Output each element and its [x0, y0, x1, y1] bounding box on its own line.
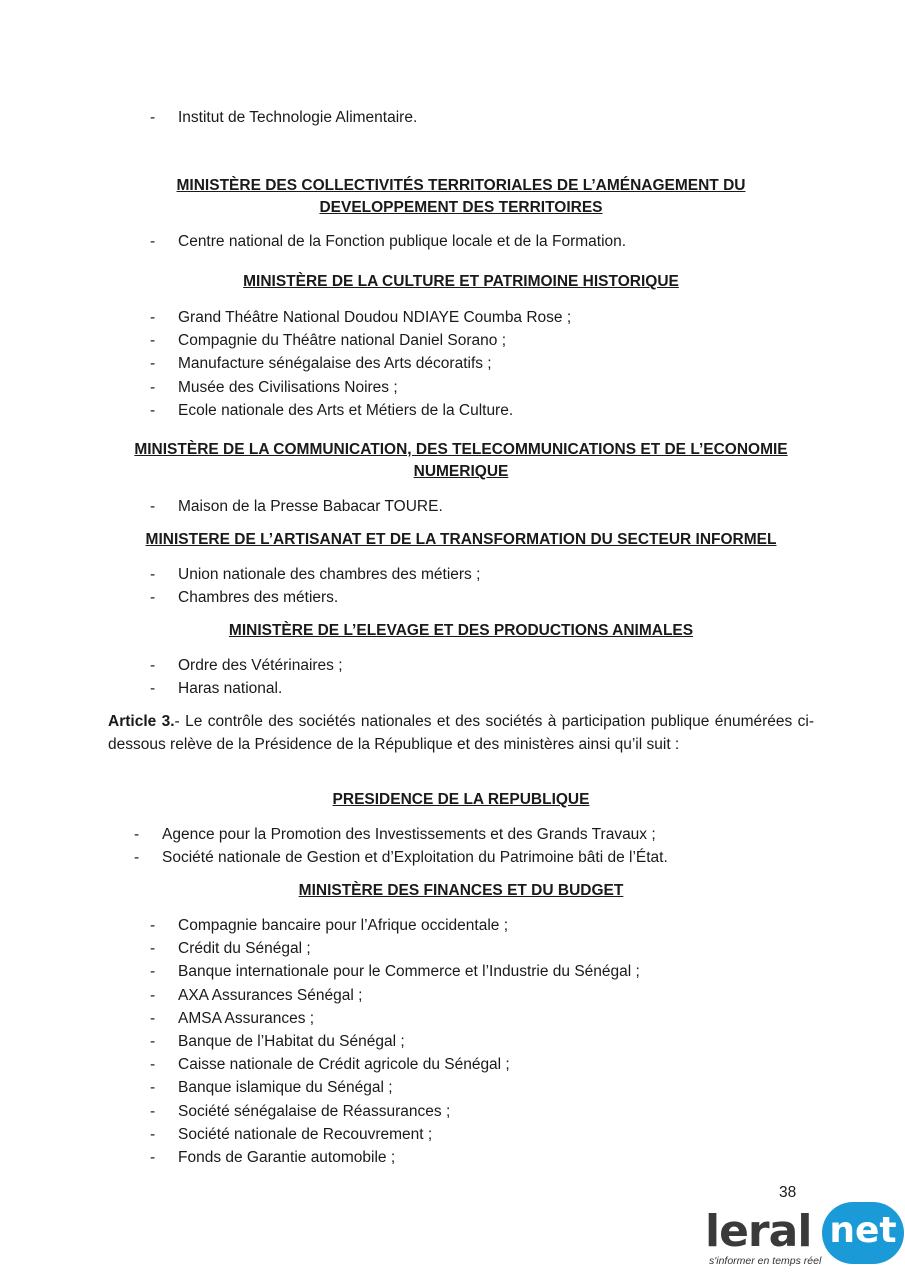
article-text: - Le contrôle des sociétés nationales et des sociétés à participation publique énumérées ci-dessous relève de la Présidence de la République et des ministères ainsi qu’il suit :	[108, 713, 814, 753]
dash-marker: -	[150, 1056, 156, 1074]
bullet-list	[150, 563, 480, 609]
section-heading: PRESIDENCE DE LA REPUBLIQUE	[332, 791, 590, 808]
list-item-text: Banque de l’Habitat du Sénégal ;	[178, 1032, 405, 1050]
list-item	[134, 846, 668, 869]
dash-marker: -	[150, 233, 156, 250]
list-item-text: Banque islamique du Sénégal ;	[178, 1079, 393, 1097]
section-heading: MINISTÈRE DE LA COMMUNICATION, DES TELECOMMUNICATIONS ET DE L’ECONOMIE NUMERIQUE	[134, 441, 788, 480]
dash-marker: -	[150, 917, 156, 934]
list-item	[150, 329, 571, 352]
list-item-text: Compagnie bancaire pour l’Afrique occidentale ;	[178, 917, 509, 934]
dash-marker: -	[134, 849, 140, 867]
list-item-text: Manufacture sénégalaise des Arts décoratifs ;	[178, 355, 492, 373]
section-heading: MINISTÈRE DES COLLECTIVITÉS TERRITORIALES DE L’AMÉNAGEMENT DU DEVELOPPEMENT DES TERRITOIRES	[176, 177, 746, 216]
list-item-text: Centre national de la Fonction publique locale et de la Formation.	[178, 233, 627, 250]
list-item	[150, 306, 571, 329]
logo-badge: net	[822, 1202, 904, 1264]
list-item	[150, 1076, 640, 1099]
bullet-list	[150, 306, 571, 422]
leral-logo	[705, 1200, 905, 1279]
dash-marker: -	[150, 309, 156, 326]
section-heading: MINISTÈRE DES FINANCES ET DU BUDGET	[298, 882, 624, 899]
list-item	[150, 1123, 640, 1146]
dash-marker: -	[150, 109, 156, 126]
dash-marker: -	[150, 1102, 156, 1120]
list-item-text: Haras national.	[178, 680, 283, 698]
list-item-text: AXA Assurances Sénégal ;	[178, 986, 363, 1004]
list-item-text: Société nationale de Recouvrement ;	[178, 1125, 433, 1143]
list-item	[150, 586, 480, 609]
section-heading: MINISTÈRE DE L’ELEVAGE ET DES PRODUCTIONS ANIMALES	[228, 622, 694, 639]
list-item	[150, 960, 640, 983]
list-item	[150, 376, 571, 399]
article-label: Article 3.	[108, 713, 175, 730]
dash-marker: -	[150, 498, 156, 515]
list-item	[150, 984, 640, 1007]
section-heading: MINISTÈRE DE LA CULTURE ET PATRIMOINE HISTORIQUE	[243, 273, 679, 290]
dash-marker: -	[150, 940, 156, 958]
list-item	[134, 823, 668, 846]
dash-marker: -	[150, 680, 156, 698]
dash-marker: -	[150, 589, 156, 607]
list-item-text: Société nationale de Gestion et d’Exploitation du Patrimoine bâti de l’État.	[162, 849, 668, 867]
list-item	[150, 914, 640, 937]
dash-marker: -	[150, 986, 156, 1004]
list-item	[150, 399, 571, 422]
bullet-list	[134, 823, 668, 869]
list-item	[150, 1007, 640, 1030]
list-item-text: Crédit du Sénégal ;	[178, 940, 311, 958]
list-item	[150, 677, 343, 700]
article-paragraph	[108, 711, 814, 756]
list-item	[150, 654, 343, 677]
dash-marker: -	[150, 566, 156, 583]
list-item-text: Ecole nationale des Arts et Métiers de la Culture.	[178, 401, 514, 419]
logo-brand: leral	[705, 1206, 812, 1257]
list-item-text: Banque internationale pour le Commerce et l’Industrie du Sénégal ;	[178, 963, 640, 981]
list-item	[150, 1100, 640, 1123]
list-item-text: Grand Théâtre National Doudou NDIAYE Coumba Rose ;	[178, 309, 572, 326]
bullet-list	[150, 106, 417, 129]
dash-marker: -	[150, 378, 156, 396]
list-item	[150, 1146, 640, 1169]
bullet-list	[150, 495, 443, 518]
dash-marker: -	[150, 1125, 156, 1143]
list-item-text: Musée des Civilisations Noires ;	[178, 378, 398, 396]
dash-marker: -	[150, 332, 156, 350]
bullet-list	[150, 654, 343, 700]
bullet-list	[150, 914, 640, 1169]
dash-marker: -	[150, 1009, 156, 1027]
list-item-text: Fonds de Garantie automobile ;	[178, 1148, 396, 1166]
dash-marker: -	[134, 826, 140, 843]
dash-marker: -	[150, 355, 156, 373]
list-item-text: Union nationale des chambres des métiers ;	[178, 566, 481, 583]
dash-marker: -	[150, 401, 156, 419]
list-item	[150, 1053, 640, 1076]
list-item	[150, 106, 417, 129]
list-item-text: Compagnie du Théâtre national Daniel Sorano ;	[178, 332, 507, 350]
list-item	[150, 495, 443, 518]
list-item-text: Ordre des Vétérinaires ;	[178, 657, 343, 674]
list-item	[150, 563, 480, 586]
list-item-text: Institut de Technologie Alimentaire.	[178, 109, 418, 126]
bullet-list	[150, 230, 626, 253]
list-item-text: Agence pour la Promotion des Investissements et des Grands Travaux ;	[162, 826, 656, 843]
dash-marker: -	[150, 963, 156, 981]
list-item-text: Société sénégalaise de Réassurances ;	[178, 1102, 451, 1120]
dash-marker: -	[150, 1079, 156, 1097]
dash-marker: -	[150, 1148, 156, 1166]
list-item	[150, 230, 626, 253]
list-item	[150, 352, 571, 375]
page-number: 38	[779, 1184, 797, 1201]
list-item-text: Maison de la Presse Babacar TOURE.	[178, 498, 443, 515]
list-item-text: AMSA Assurances ;	[178, 1009, 315, 1027]
dash-marker: -	[150, 1032, 156, 1050]
dash-marker: -	[150, 657, 156, 674]
list-item-text: Caisse nationale de Crédit agricole du Sénégal ;	[178, 1056, 510, 1074]
logo-tagline: s'informer en temps réel	[709, 1255, 822, 1267]
section-heading: MINISTERE DE L’ARTISANAT ET DE LA TRANSFORMATION DU SECTEUR INFORMEL	[145, 531, 777, 548]
list-item	[150, 1030, 640, 1053]
list-item-text: Chambres des métiers.	[178, 589, 339, 607]
list-item	[150, 937, 640, 960]
